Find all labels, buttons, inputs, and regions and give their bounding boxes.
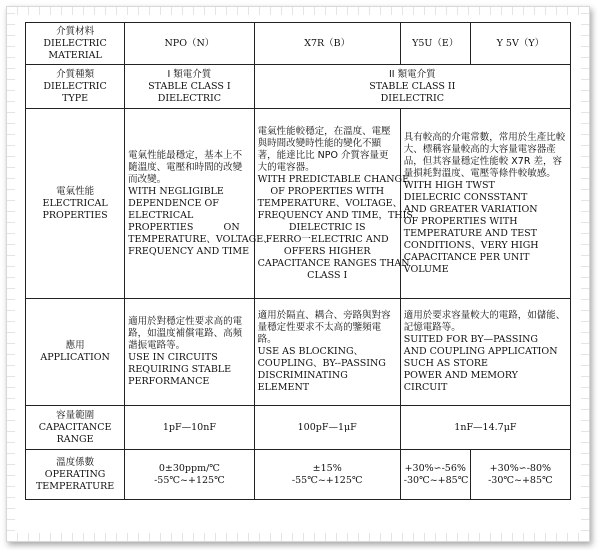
frame-edge-top — [7, 7, 589, 15]
capacitance-label-cell: 容量範圍 CAPACITANCE RANGE — [26, 406, 125, 450]
temperature-y5u-cell: +30%∽-56% -30℃~+85℃ — [400, 450, 470, 500]
capacitance-row — [26, 406, 571, 450]
temperature-npo-cell: 0±30ppm/℃ -55℃~+125℃ — [125, 450, 254, 500]
frame-edge-left — [7, 7, 15, 541]
frame-edge-bottom — [7, 533, 589, 541]
electrical-label-cell: 電氣性能 ELECTRICAL PROPERTIES — [26, 109, 125, 299]
header-label-cell: 介質材料 DIELECTRIC MATERIAL — [26, 23, 125, 65]
temperature-x7r-cell: ±15% -55℃~+125℃ — [254, 450, 400, 500]
type-class2-cell: II 類電介質 STABLE CLASS II DIELECTRIC — [254, 65, 570, 109]
header-x7r: X7R（B） — [254, 23, 400, 65]
header-y5v: Y 5V（Y） — [470, 23, 570, 65]
type-label-cell: 介質種類 DIELECTRIC TYPE — [26, 65, 125, 109]
application-row — [26, 299, 571, 406]
application-label-cell: 應用 APPLICATION — [26, 299, 125, 406]
header-y5u: Y5U（E） — [400, 23, 470, 65]
header-row — [26, 23, 571, 65]
type-row — [26, 65, 571, 109]
electrical-x7r-cell: 電氣性能較穩定，在溫度、電壓與時間改變時性能的變化不顯著，能達比比 NPO 介質容量更大的電容器。 WITH PREDICTABLE CHANGE OF PROPERTIES WITH TEMPERATURE、VOLTAGE、 FREQUENCY AND TIME，THIS DIELECTRIC IS FERRO一ELECTRIC AND OFFERS HIGHER CAPACITANCE RANGES THAN CLASS I — [254, 109, 400, 299]
temperature-y5v-cell: +30%∽-80% -30℃~+85℃ — [470, 450, 570, 500]
temperature-row — [26, 450, 571, 500]
application-x7r-cell: 適用於隔直、耦合、旁路與對容量穩定性要求不太高的鑒頻電路。 USE AS BLOCKING、 COUPLING、BY--PASSING DISCRIMINATING ELEMENT — [254, 299, 400, 406]
dielectric-spec-table — [25, 22, 571, 500]
electrical-y5-cell: 具有較高的介電常數，常用於生產比較大、標稱容量較高的大容量電容器產品，但其容量穩定性能較 X7R 差，容量損耗對溫度、電壓等條件較敏感。 WITH HIGH TWST DIELECRIC CONSSTANT AND GREATER VARIATION OF PROPERTIES WITH TEMPERATURE AND TEST CONDITIONS、VERY HIGH CAPACITANCE PER UNIT VOLUME — [400, 109, 570, 299]
header-npo: NPO（N） — [125, 23, 254, 65]
type-class1-cell: I 類電介質 STABLE CLASS I DIELECTRIC — [125, 65, 254, 109]
frame-edge-right — [581, 7, 589, 541]
application-npo-cell: 適用於對穩定性要求高的電路，如溫度補償電路、高頻諧振電路等。 USE IN CIRCUITS REQUIRING STABLE PERFORMANCE — [125, 299, 254, 406]
capacitance-x7r: 100pF—1μF — [254, 406, 400, 450]
electrical-row — [26, 109, 571, 299]
application-y5-cell: 適用於要求容量較大的電路，如儲能、記憶電路等。 SUITED FOR BY—PASSING AND COUPLING APPLICATION SUCH AS STORE POWER AND MEMORY CIRCUIT — [400, 299, 570, 406]
capacitance-npo: 1pF—10nF — [125, 406, 254, 450]
electrical-npo-cell: 電氣性能最穩定，基本上不隨溫度、電壓和時間的改變而改變。 WITH NEGLIGIBLE DEPENDENCE OF ELECTRICAL PROPERTIES ON TEMPERATURE、VOLTAGE、 FREQUENCY AND TIME — [125, 109, 254, 299]
capacitance-y5: 1nF—14.7μF — [400, 406, 570, 450]
temperature-label-cell: 溫度係數 OPERATING TEMPERATURE — [26, 450, 125, 500]
